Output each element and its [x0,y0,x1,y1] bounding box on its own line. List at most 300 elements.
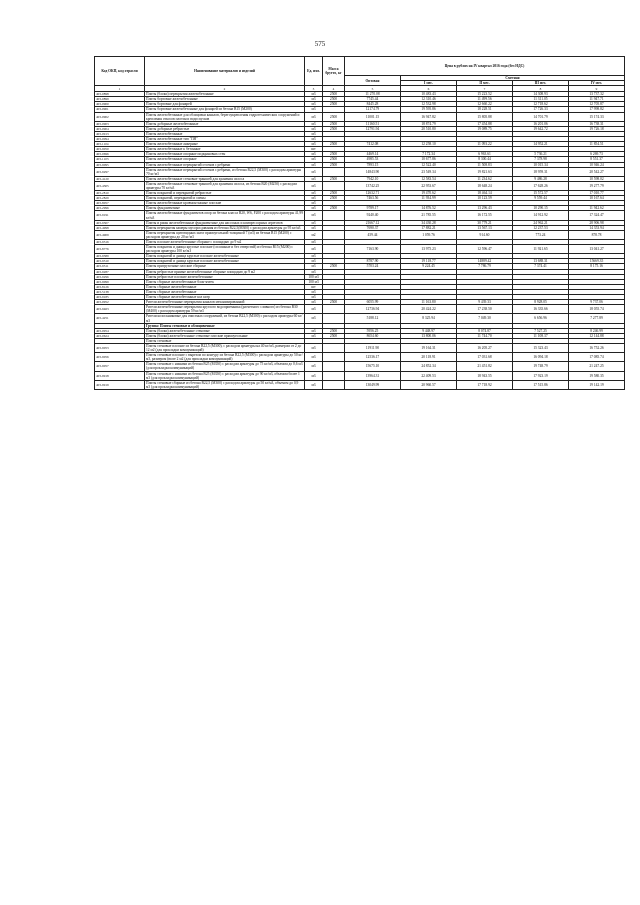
table-row [95,362,625,371]
row-price-opt: 12174.79 [345,107,401,112]
row-price-month-1: 7 172.34 [401,152,457,157]
row-unit: м3 [305,240,323,245]
row-unit: м3 [305,191,323,196]
row-price-month-1: 16 947.82 [401,112,457,121]
row-price-opt: 459.44 [345,230,401,239]
header-smeta: Сметная [401,76,625,81]
row-code: 403-9919 [95,380,145,389]
row-name: Плиты покрытий, перекрытий и сиены [145,196,305,201]
colnum-8: 8 [513,86,569,92]
row-price-opt: 7942.10 [345,176,401,181]
row-unit: м3 [305,162,323,167]
row-unit: м3 [305,107,323,112]
row-code: 403-9463 [95,305,145,314]
row-price-month-2: 15 805.88 [457,112,513,121]
row-price-month-3: 17 628.26 [513,181,569,190]
row-unit: м3 [305,167,323,176]
row-price-month-2: 18 228.51 [457,107,513,112]
row-unit: м3 [305,264,323,269]
row-price-month-3: 15 572.57 [513,191,569,196]
row-price-month-4: 11 947.71 [569,97,625,102]
row-price-month-2: 11 234.62 [457,176,513,181]
row-name: Плиты доборные железобетонные [145,121,305,126]
row-price-month-1: 12 522.40 [401,162,457,167]
row-price-opt: 5956.25 [345,328,401,333]
row-name: Плиты сборные железобетонные блок-ячеек [145,279,305,284]
header-month-1: I мес. [401,81,457,86]
row-mass: 2500 [323,264,345,269]
row-name: Плиты железобетонные опорные подкрановых стен [145,152,305,157]
row-price-month-4: 8 246.99 [569,328,625,333]
row-mass: 2500 [323,206,345,211]
colnum-5: 5 [345,86,401,92]
row-price-month-1: 20 960.57 [401,380,457,389]
row-name: Плиты покрытия и днища круглые плоские (сплошные и без отверстий) из бетона В15 (М200) с расходом арматуры 100 кг/м3 [145,245,305,254]
row-code: 403-0898 [95,92,145,97]
row-price-opt: 9240.40 [345,211,401,220]
row-unit: шт [305,284,323,289]
row-name: Группа: Плиты стеновые и облицовочные [145,323,305,328]
row-price-month-4: 10 598.02 [569,176,625,181]
row-code: 403-9307 [95,220,145,225]
row-code: 403-4305 [95,181,145,190]
row-price-month-2: 14889.42 [457,259,513,264]
row-price-month-1: 12 258.10 [401,142,457,147]
header-month-2: II мес. [457,81,513,86]
row-price-month-4: 17 010.77 [569,191,625,196]
row-mass: 2500 [323,157,345,162]
row-price-month-3: 17 515.86 [513,380,569,389]
row-price-opt: 11911.90 [345,343,401,352]
row-price-month-1: 12 583.54 [401,176,457,181]
row-code: 403-0696 [95,152,145,157]
row-unit: м3 [305,362,323,371]
row-price-month-4: 18 055.74 [569,305,625,314]
row-code: 403-0901 [95,107,145,112]
row-unit: м3 [305,225,323,230]
row-name: Плиты стеновые сборные из бетона В22,5 (М300) с расходом арматуры до 50 кг/м3, объемом до 0,9 м3 (для прокладки коммуникаций) [145,380,305,389]
row-code: 403-9095 [95,162,145,167]
row-unit: м3 [305,176,323,181]
row-price-month-1: 10 677.86 [401,157,457,162]
row-code: 403-8057 [95,201,145,206]
row-price-opt: 12736.94 [345,305,401,314]
row-price-month-1: 9 448.97 [401,328,457,333]
row-price-month-2: 17 718.92 [457,380,513,389]
row-price-month-3: 17 726.33 [513,107,569,112]
row-price-month-1: 1 059.76 [401,230,457,239]
row-unit: м3 [305,328,323,333]
row-price-month-1: 13 975.23 [401,245,457,254]
row-price-month-4: 10 167.64 [569,196,625,201]
row-price-month-3: 16 335.66 [513,305,569,314]
row-unit: м3 [305,137,323,142]
row-price-month-1: 12 532.98 [401,102,457,107]
row-price-month-2: 30 779.21 [457,220,513,225]
row-unit: м3 [305,343,323,352]
table-row [95,380,625,389]
header-month-4: IV мес. [569,81,625,86]
row-mass: 2500 [323,121,345,126]
row-price-month-4: 19 142.19 [569,380,625,389]
row-name: Плиты покрытий и днища круглые плоские железобетонные [145,254,305,259]
row-price-month-2: 17 238.50 [457,305,513,314]
row-price-month-2: 16 205.27 [457,343,513,352]
row-price-month-1: 11 163.80 [401,300,457,305]
row-price-month-3: 5 736.21 [513,152,569,157]
row-name: Ригели колоскниковые для очистных сооружений, из бетона В22,5 (М300) с расходом арматуры 60 кг/м3 [145,314,305,323]
row-unit: м3 [305,142,323,147]
table-row [95,371,625,380]
row-price-month-2: 10 123.59 [457,196,513,201]
row-price-month-4: 13 737.32 [569,92,625,97]
row-price-month-4: 11 942.62 [569,206,625,211]
row-price-opt: 8654.60 [345,333,401,338]
row-unit: м3 [305,380,323,389]
row-code: 403-1103 [95,157,145,162]
row-price-month-2: 16 172.55 [457,211,513,220]
row-price-month-2: 17 454.88 [457,121,513,126]
row-code: 403-0954 [95,328,145,333]
row-name: Плиты пригрузочные плоские сборные [145,264,305,269]
row-name: Плиты покрытий и перекрытий ребристые [145,191,305,196]
row-mass [323,167,345,176]
table-row [95,211,625,220]
row-mass [323,353,345,362]
row-price-month-1: 24 852.34 [401,362,457,371]
row-unit: м3 [305,102,323,107]
row-price-month-2: 15 223.52 [457,92,513,97]
row-price-month-3: 10 015.34 [513,162,569,167]
row-code: 403-0899 [95,97,145,102]
row-price-opt: 8787.90 [345,259,401,264]
row-price-opt: 14843.90 [345,167,401,176]
row-price-opt: 11001.15 [345,112,401,121]
row-name: Плиты сборные железобетонные [145,289,305,294]
row-price-opt: 7690.37 [345,225,401,230]
row-price-month-1: 8 325.94 [401,314,457,323]
row-price-month-1: 20 424.22 [401,305,457,314]
row-mass [323,305,345,314]
row-price-month-3: 13 688.31 [513,259,569,264]
row-price-month-3: 11 311.05 [513,97,569,102]
row-unit: м3 [305,126,323,131]
row-price-month-4: 6 269.73 [569,152,625,157]
row-code: 403-0913 [95,131,145,136]
row-price-month-3: 7 527.25 [513,328,569,333]
row-code: 403-0903 [95,121,145,126]
row-code: 403-9311 [95,264,145,269]
row-mass: 2500 [323,196,345,201]
row-price-month-2: 18 648.24 [457,181,513,190]
price-table-body [95,92,625,390]
row-mass [323,245,345,254]
row-name: Плиты железобетонные стеновые траншей для хранения силоса [145,176,305,181]
row-name: Плиты стеновые плоские с вырезом по контуру из бетона В22,5 (М300) с расходом арматуры до 50 кг/м3, размером (more 2 м2 (для прокладки коммуникаций) [146,353,303,362]
row-code: 403-1104 [95,142,145,147]
row-name: Ригели железобетонные перекрытия круглого водоприемника (расчетного сливного) из бетона В30 (М400) с расходом арматуры 59 кг/м3 [145,305,305,314]
row-price-month-1: 21 785.55 [401,211,457,220]
row-price-opt: 12791.94 [345,126,401,131]
row-unit: м3 [305,206,323,211]
row-name: Плиты железобетонные анкерные [145,142,305,147]
row-price-month-3: 14 912.92 [513,211,569,220]
row-price-opt: 7163.90 [345,245,401,254]
row-price-month-3: 16 201.06 [513,121,569,126]
row-price-month-3: 9 559.44 [513,196,569,201]
row-unit: м3 [305,92,323,97]
row-price-opt: 5703.24 [345,264,401,269]
row-price-month-3: 9 486.28 [513,176,569,181]
row-price-month-1: 10 483.43 [401,92,457,97]
row-unit: м3 [305,245,323,254]
row-price-month-1: 13 800.06 [401,333,457,338]
row-mass: 2500 [323,300,345,305]
row-price-month-2: 19 821.63 [457,167,513,176]
row-price-month-3: 14 701.79 [513,112,569,121]
row-name: Плиты железобетонные стеновые траншей для хранения силоса, из бетона В20 (М250) с расходом арматуры 70 кг/м3 [145,181,305,190]
row-price-month-2: 8 300.44 [457,157,513,162]
row-name: Плиты бортовые железобетонные для фонарей из бетона В15 (М200) [145,107,305,112]
row-price-opt: 4985.53 [345,157,401,162]
row-code: 403-9056 [95,353,145,362]
row-price-month-4: 878.78 [569,230,625,239]
row-unit: м3 [305,300,323,305]
row-name: Плиты ребристые прямые железобетонные сборные площадью до 9 м2 [145,269,305,274]
row-mass [323,362,345,371]
header-unit: Ед. изм. [305,57,323,86]
price-table [94,56,625,390]
row-price-month-1: 19 118.77 [401,259,457,264]
row-price-month-3: 18 959.31 [513,167,569,176]
colnum-9: 9 [569,86,625,92]
row-price-month-2: 13 296.43 [457,206,513,211]
table-row [95,230,625,239]
row-mass: 2500 [323,92,345,97]
row-price-month-4: 13 041.27 [569,245,625,254]
row-price-month-2: 21 451.82 [457,362,513,371]
row-unit: м3 [305,353,323,362]
row-code: 403-9918 [95,371,145,380]
row-price-month-1: 34 430.28 [401,220,457,225]
row-unit: м3 [305,201,323,206]
row-code: 403-2996 [95,206,145,211]
row-name: Плиты доборные ребристые [145,126,305,131]
row-name: Плиты бортовые железобетонные [145,97,305,102]
row-code: 403-8126 [95,284,145,289]
row-unit: м3 [305,269,323,274]
row-name: Ригели железобетонные перекрытия каналов механизированной [145,300,305,305]
header-mass: Масса брутто, кг [323,57,345,86]
row-price-opt: 11 270.08 [345,92,401,97]
row-mass [323,181,345,190]
row-name: Плиты (блоки) железобетонные стеновые [145,328,305,333]
row-unit: м3 [305,97,323,102]
table-row [95,245,625,254]
row-price-opt: 7745.44 [345,97,401,102]
row-price-month-3: 14 308.93 [513,92,569,97]
row-unit: м3 [305,152,323,157]
row-price-month-1: 20 510.80 [401,126,457,131]
row-unit: 100 м3 [305,279,323,284]
row-code: 403-9050 [95,147,145,152]
row-price-month-3: 24 962.21 [513,220,569,225]
row-unit: м2 [305,230,323,239]
row-mass: 2500 [323,328,345,333]
row-name: Плиты железобетонные для облицовки каналов, берегоукрепления гидротехнических сооружений и крепления откосов плотин и водоспусков [145,112,305,121]
row-unit: м3 [305,295,323,300]
row-name: Плиты (блоки) перекрытия железобетонные [145,92,305,97]
page-number: 575 [314,40,326,48]
table-row [95,181,625,190]
row-price-month-3: 11 921.65 [513,245,569,254]
row-price-month-1: 22 953.67 [401,181,457,190]
row-mass [323,380,345,389]
row-price-month-4: 15 174.33 [569,112,625,121]
row-name: Плиты железобетонные кровмонтажные плоские [145,201,305,206]
row-price-month-2: 7 049.30 [457,314,513,323]
row-price-month-1: 20 118.91 [401,353,457,362]
row-price-month-4: 19 726.18 [569,126,625,131]
row-price-opt: 4469.14 [345,152,401,157]
row-code: 403-9316 [95,240,145,245]
row-unit: м3 [305,371,323,380]
row-price-opt: 6055.99 [345,300,401,305]
row-price-month-2: 18 943.55 [457,371,513,380]
row-name: Плиты (блоки) железобетонные стеновые плоские прямоугольные [145,333,305,338]
row-price-month-3: 11 108.37 [513,333,569,338]
colnum-4: 4 [323,86,345,92]
table-row [95,167,625,176]
row-code: 403-9053 [95,343,145,352]
header-name: Наименование материалов и изделий [145,57,305,86]
row-price-month-4: 8 551.37 [569,157,625,162]
row-code: 403-9297 [95,167,145,176]
row-price-opt: 13049.99 [345,380,401,389]
row-price-opt: 7893.15 [345,162,401,167]
row-price-opt: 21667.12 [345,220,401,225]
row-price-opt: 5188.12 [345,314,401,323]
row-unit: м3 [305,121,323,126]
row-price-month-1: 17 882.21 [401,225,457,230]
row-price-month-4: 28 906.98 [569,220,625,225]
row-price-month-4: 11 854.51 [569,142,625,147]
row-code: 403-8776 [95,245,145,254]
table-row [95,343,625,352]
row-mass: 2500 [323,162,345,167]
row-price-month-1: 9 224.45 [401,264,457,269]
row-name: Плиты стеновые [145,338,305,343]
row-code: 403-5138 [95,289,145,294]
row-mass: 2500 [323,176,345,181]
row-price-month-2: 6 963.61 [457,152,513,157]
row-unit: м3 [305,131,323,136]
row-price-month-3: 7 374.41 [513,264,569,269]
row-code: 403-9185 [95,295,145,300]
row-code: 403-9057 [95,362,145,371]
row-price-opt: 7412.08 [345,142,401,147]
table-row [95,112,625,121]
row-code: 403-0902 [95,112,145,121]
row-unit: м3 [305,196,323,201]
row-price-month-1: 11 934.99 [401,196,457,201]
row-name: Плиты сборные железобетонные кол катр [145,295,305,300]
row-mass [323,343,345,352]
row-price-opt: 9789.17 [345,206,401,211]
row-price-month-3: 8 928.05 [513,300,569,305]
row-price-month-4: 20 542.27 [569,167,625,176]
row-price-month-4: 21 247.25 [569,362,625,371]
row-price-month-4: 12 705.87 [569,102,625,107]
row-mass [323,211,345,220]
row-unit: м3 [305,254,323,259]
row-price-month-3: 6 656.96 [513,314,569,323]
row-price-month-3: 16 094.18 [513,353,569,362]
row-name: Плиты покрытий и днища круглые плоские железобетонные [145,259,305,264]
row-code: 403-0094 [95,137,145,142]
row-price-opt: 8445.28 [345,102,401,107]
row-name: Плиты перекрытия камеры мусоросдавания из бетона В22,5(М300) с расходом арматуры до 95 кг/м3 [145,225,305,230]
row-price-month-2: 11 093.22 [457,142,513,147]
row-price-month-1: 23 549.34 [401,167,457,176]
row-code: 403-2810 [95,191,145,196]
row-code: 403-9287 [95,269,145,274]
row-name: Плиты стеновые с нишами из бетона В25 (М350) с расходом арматуры до 75 кг/м3, объемом до 0,6 м3 (для прокладки коммуникаций) [146,362,303,371]
row-unit: 100 м3 [305,274,323,279]
row-price-month-4: 19 580.35 [569,371,625,380]
row-code: 403-4998 [95,225,145,230]
row-name: Плиты перекрытия щитовидных шахт прямоугольной толщиной 7 (м3) из бетона В15 (М200) с расходом арматуры до 20 кг/м3 [145,230,305,239]
row-mass: 2500 [323,112,345,121]
row-price-month-4: 17 998.82 [569,107,625,112]
row-unit: м3 [305,112,323,121]
row-price-month-1: 12 310.46 [401,97,457,102]
row-code: 403-2829 [95,196,145,201]
row-code: 403-0624 [95,333,145,338]
row-mass: 2500 [323,126,345,131]
row-price-month-4: 15669.35 [569,259,625,264]
row-name: Плиты сборные железобетонные [145,284,305,289]
row-price-month-1: 14 876.52 [401,206,457,211]
header-opt: Оптовая [345,76,401,86]
row-price-opt: 12632.71 [345,191,401,196]
row-price-month-4: 16 738.31 [569,121,625,126]
row-mass: 2500 [323,97,345,102]
row-name: Плиты железобетонные [145,131,305,136]
row-name: Плиты железобетонные фундаментов опор из бетона класса В20, W6, F200 с расходом арматуры 41,99 кг/м3 [146,211,304,220]
table-row [95,314,625,323]
row-unit: м3 [305,333,323,338]
row-name: Плиты фундаментные [145,206,305,211]
row-code: 403-4909 [95,230,145,239]
row-price-month-4: 7 277.89 [569,314,625,323]
row-price-opt: 11160.51 [345,121,401,126]
row-price-month-3: 14 952.21 [513,142,569,147]
row-price-month-3: 17 923.19 [513,371,569,380]
row-price-month-4: 12 144.88 [569,333,625,338]
row-name: Плиты и рамы железобетонные фундаментные для насосных и компрессорных агрегатов [145,220,305,225]
row-price-month-3: 19 748.79 [513,362,569,371]
row-price-opt: 13964.31 [345,371,401,380]
row-price-month-2: 11 744.70 [457,333,513,338]
row-price-month-3: 10 290.15 [513,206,569,211]
row-name: Плиты стеновые плоские из бетона В22,5 (М300), с расходом арматуры на 40 кг/м3, размером от 2 до 12 м2 (для прокладки коммуникаций) [145,343,305,352]
row-price-month-2: 11 508.83 [457,162,513,167]
row-price-opt: 15675.10 [345,362,401,371]
row-code: 403-9296 [95,274,145,279]
row-code: 403-0900 [95,102,145,107]
row-unit: м3 [305,314,323,323]
